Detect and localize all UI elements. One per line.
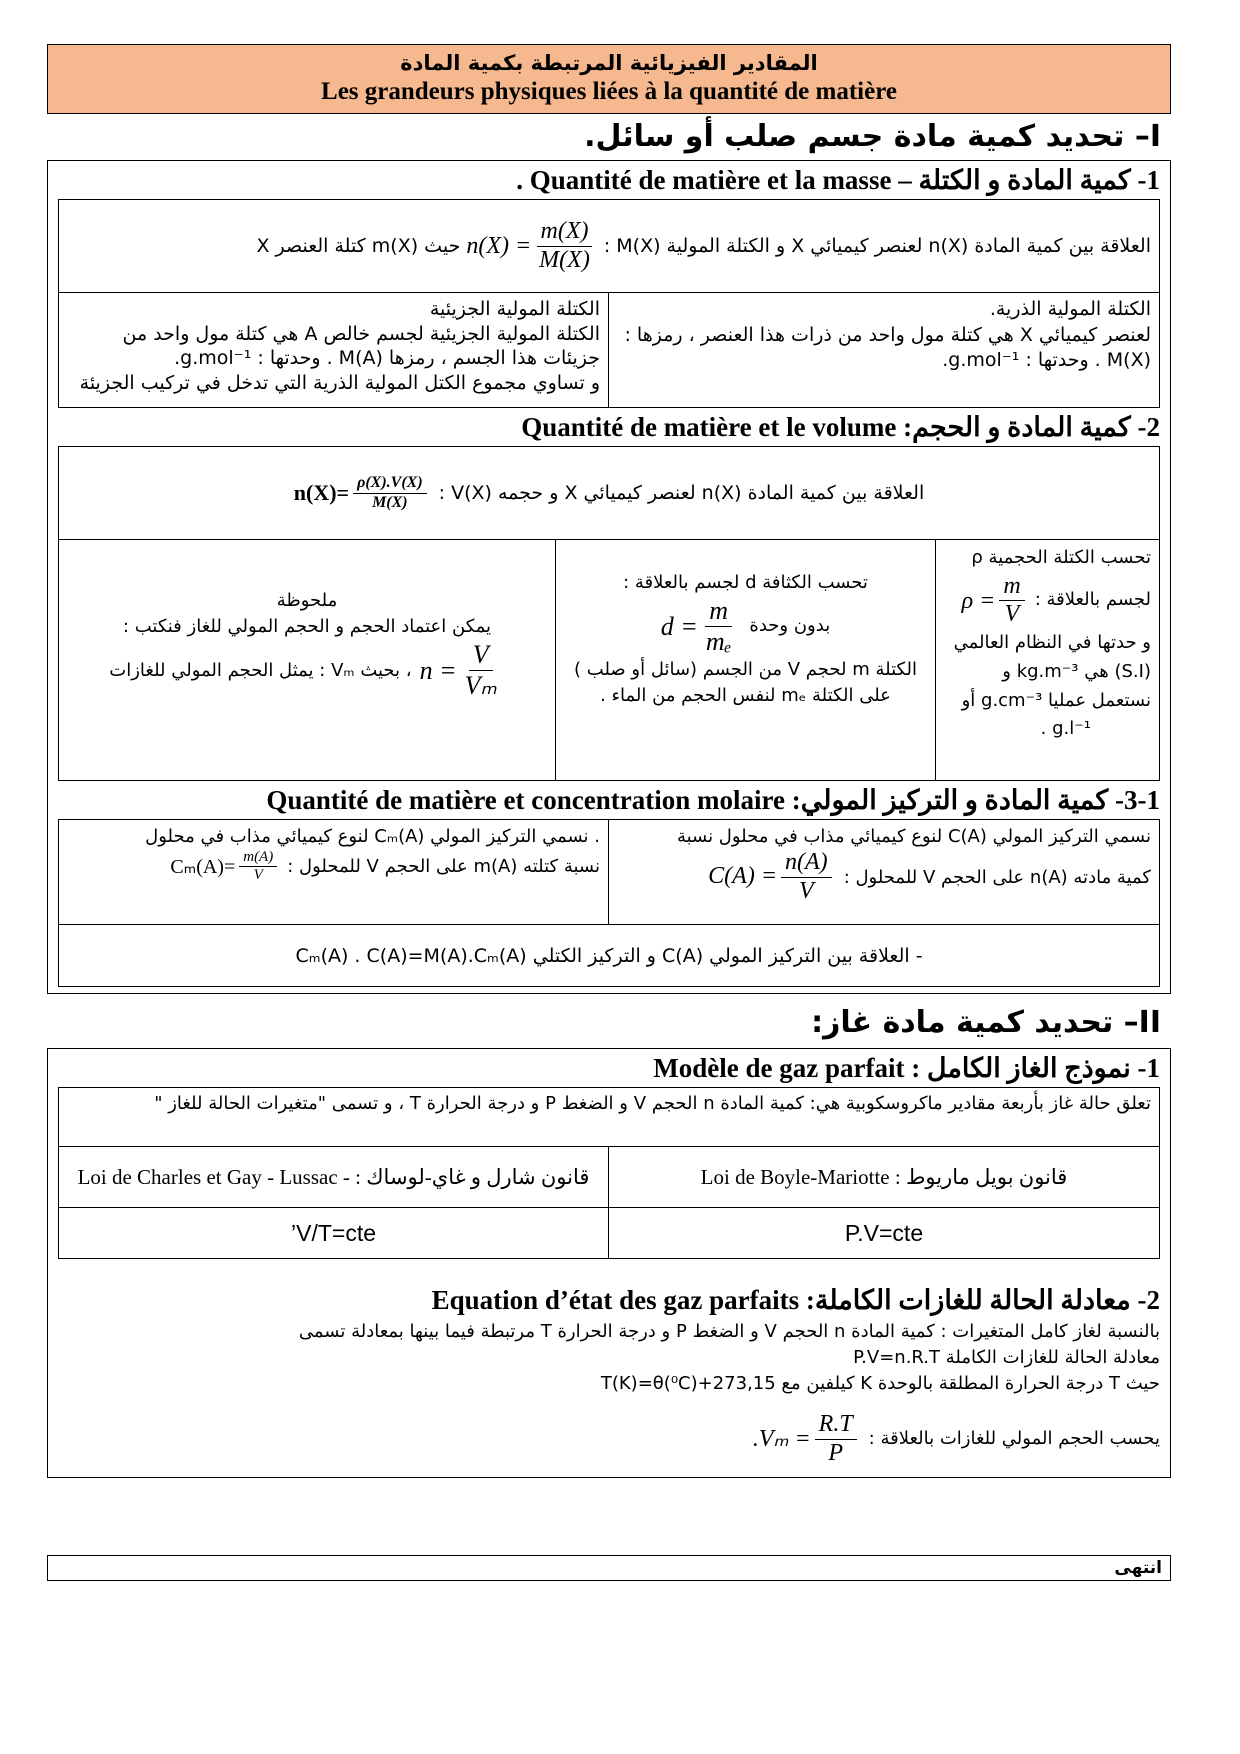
volume-formula-numerator: ρ(X).V(X) — [353, 474, 427, 493]
molar-concentration-denominator: V — [799, 877, 814, 904]
molecular-molar-mass-body: الكتلة المولية الجزيئية لجسم خالص A هي كتلة مول واحد من جزيئات هذا الجسم ، رمزها M(A) . وحدتها : g.mol⁻¹. — [122, 322, 600, 370]
part2-section-1-heading: 1- نموذج الغاز الكامل : Modèle de gaz parfait — [653, 1053, 1160, 1083]
ideal-gas-equation-line-2: معادلة الحالة للغازات الكاملة P.V=n.R.T — [853, 1347, 1160, 1369]
relative-density-numerator: m — [705, 596, 732, 627]
volume-formula-lhs: n(X)= — [293, 480, 350, 505]
section-3-box — [58, 819, 1160, 987]
volumic-mass-unit-intro: و حدتها في النظام العالمي — [953, 631, 1151, 653]
gas-state-variables-intro: تعلق حالة غاز بأربعة مقادير ماكروسكوبية هي: كمية المادة n الحجم V و الضغط P و درجة الحرارة T ، و تسمى "متغيرات الحالة للغاز " — [154, 1093, 1151, 1114]
molar-volume-note-denominator: Vₘ — [464, 671, 497, 701]
mass-formula-lhs: n(X) = — [466, 232, 532, 259]
relative-density-lhs: d = — [660, 611, 698, 641]
molecular-molar-mass-cell — [59, 293, 609, 407]
gas-laws-row — [59, 1146, 1159, 1207]
part2-frame — [47, 1048, 1171, 1478]
mass-concentration-denominator: V — [253, 867, 263, 884]
atomic-molar-mass-cell — [609, 293, 1159, 407]
atomic-molar-mass-title: الكتلة المولية الذرية. — [989, 298, 1151, 320]
mass-relation-text: العلاقة بين كمية المادة n(X) لعنصر كيميائي X و الكتلة المولية M(X) : — [603, 235, 1151, 257]
molar-volume-numerator: R.T — [815, 1411, 857, 1440]
molar-volume-note-lhs: n = — [419, 655, 457, 685]
mass-where-text: حيث m(X) كتلة العنصر X — [256, 235, 461, 257]
charles-gay-lussac-label: قانون شارل و غاي-لوساك : - Loi de Charles et Gay - Lussac — [59, 1147, 609, 1207]
molar-concentration-text-1: نسمي التركيز المولي C(A) لنوع كيميائي مذاب في محلول نسبة — [676, 826, 1151, 847]
boyle-mariotte-formula: P.V=cte — [844, 1219, 924, 1246]
mass-concentration-text-2: نسبة كتلته m(A) على الحجم V للمحلول : — [287, 856, 600, 878]
section-2-box — [58, 446, 1160, 781]
volume-relation-text: العلاقة بين كمية المادة n(X) لعنصر كيميائي X و حجمه V(X) : — [438, 482, 925, 504]
mass-formula — [466, 218, 597, 274]
boyle-mariotte-label: قانون بويل ماريوط : Loi de Boyle-Mariotte — [700, 1164, 1068, 1189]
volumic-mass-title: تحسب الكتلة الحجمية ρ — [971, 547, 1151, 568]
volumic-mass-relation: لجسم بالعلاقة : — [1034, 589, 1151, 611]
molar-volume-note-body: يمكن اعتماد الحجم و الحجم المولي للغاز فنكتب : — [122, 616, 492, 638]
molar-volume-note-where: ، بحيث Vₘ : يمثل الحجم المولي للغازات — [109, 659, 412, 681]
volume-details-row — [59, 539, 1159, 780]
volumic-mass-cell — [936, 540, 1159, 780]
mass-formula-denominator: M(X) — [539, 246, 590, 273]
title-french: Les grandeurs physiques liées à la quantité de matière — [321, 77, 897, 105]
volumic-mass-numerator: m — [999, 573, 1024, 602]
molar-concentration-lhs: C(A) = — [708, 863, 778, 890]
gas-laws-formula-row — [59, 1207, 1159, 1258]
volumic-mass-denominator: V — [1004, 601, 1020, 628]
molar-volume-relation-text: يحسب الحجم المولي للغازات بالعلاقة : — [868, 1428, 1160, 1450]
mass-formula-numerator: m(X) — [537, 218, 593, 247]
volumic-mass-practical-unit: نستعمل عمليا g.cm⁻³ أو — [961, 689, 1151, 711]
ideal-gas-equation-line-3: حيث T درجة الحرارة المطلقة بالوحدة K كيلفين مع T(K)=θ(⁰C)+273,15 — [600, 1373, 1160, 1395]
molar-concentration-numerator: n(A) — [781, 849, 832, 878]
document-title-box — [47, 44, 1171, 114]
charles-gay-lussac-formula: V/T=cte’ — [59, 1208, 609, 1258]
molar-concentration-text-2: كمية مادته n(A) على الحجم V للمحلول : — [843, 866, 1151, 888]
volumic-mass-lhs: ρ = — [961, 587, 996, 614]
relative-density-unitless: بدون وحدة — [749, 615, 831, 637]
part2-section-2-heading: 2- معادلة الحالة للغازات الكاملة: Equation d’état des gaz parfaits — [431, 1285, 1160, 1315]
molecular-molar-mass-note: و تساوي مجموع الكتل المولية الذرية التي تدخل في تركيب الجزيئة — [79, 372, 600, 395]
ideal-gas-equation-line-1: بالنسبة لغاز كامل المتغيرات : كمية المادة n الحجم V و الضغط P و درجة الحرارة T مرتبطة فيما بينها بمعادلة تسمى — [298, 1321, 1160, 1342]
relative-density-cell — [556, 540, 936, 780]
mass-concentration-text-1: . نسمي التركيز المولي Cₘ(A) لنوع كيميائي مذاب في محلول — [145, 826, 600, 847]
molar-concentration-cell — [609, 820, 1159, 924]
molar-mass-row — [59, 292, 1159, 407]
relative-density-body: الكتلة m لحجم V من الجسم (سائل أو صلب ) على الكتلة mₑ لنفس الحجم من الماء . — [574, 658, 917, 706]
section-1-heading: 1- كمية المادة و الكتلة – Quantité de matière et la masse . — [516, 165, 1160, 195]
concentration-row — [59, 820, 1159, 924]
molecular-molar-mass-title: الكتلة المولية الجزيئية — [429, 298, 600, 320]
mass-relation-row — [59, 200, 1159, 292]
relative-density-denominator: mₑ — [705, 626, 732, 656]
part1-frame — [47, 160, 1171, 994]
part1-heading: I– تحديد كمية مادة جسم صلب أو سائل. — [584, 119, 1161, 154]
volumic-mass-si-unit: (S.I) هي kg.m⁻³ و — [1002, 660, 1151, 682]
molar-volume-note-title: ملحوظة — [276, 590, 338, 611]
title-arabic: المقادير الفيزيائية المرتبطة بكمية المادة — [400, 51, 818, 76]
volume-relation-row — [59, 447, 1159, 539]
concentration-relation: - العلاقة بين التركيز المولي C(A) و التركيز الكتلي Cₘ(A) . C(A)=M(A).Cₘ(A) — [59, 924, 1159, 986]
molar-volume-note-numerator: V — [469, 640, 493, 671]
molar-volume-end: . — [752, 1425, 759, 1452]
molar-volume-relation — [58, 1411, 1160, 1467]
volumic-mass-gl-unit: g.l⁻¹ . — [1040, 718, 1091, 740]
volume-formula — [294, 474, 431, 512]
mass-concentration-lhs: Cₘ(A)= — [170, 855, 236, 878]
section-1-box — [58, 199, 1160, 408]
volume-formula-denominator: M(X) — [372, 493, 408, 511]
atomic-molar-mass-body: لعنصر كيميائي X هي كتلة مول واحد من ذرات هذا العنصر ، رمزها : M(X) . وحدتها : g.mol⁻¹. — [624, 323, 1151, 372]
section-3-heading: 3-1- كمية المادة و التركيز المولي: Quantité de matière et concentration molaire — [266, 785, 1160, 815]
end-footer: انتهى — [47, 1555, 1171, 1581]
molar-volume-lhs: Vₘ = — [758, 1425, 811, 1452]
relative-density-title: تحسب الكثافة d لجسم بالعلاقة : — [623, 572, 868, 593]
molar-volume-denominator: P — [828, 1439, 843, 1466]
document-page — [47, 44, 1171, 1478]
mass-concentration-cell — [59, 820, 609, 924]
molar-volume-note-cell — [59, 540, 556, 780]
part2-heading: II– تحديد كمية مادة غاز: — [811, 1005, 1161, 1040]
mass-concentration-numerator: m(A) — [239, 849, 277, 867]
ideal-gas-equation-text — [58, 1319, 1160, 1467]
ideal-gas-box — [58, 1087, 1160, 1259]
section-2-heading: 2- كمية المادة و الحجم: Quantité de matière et le volume — [521, 412, 1160, 442]
